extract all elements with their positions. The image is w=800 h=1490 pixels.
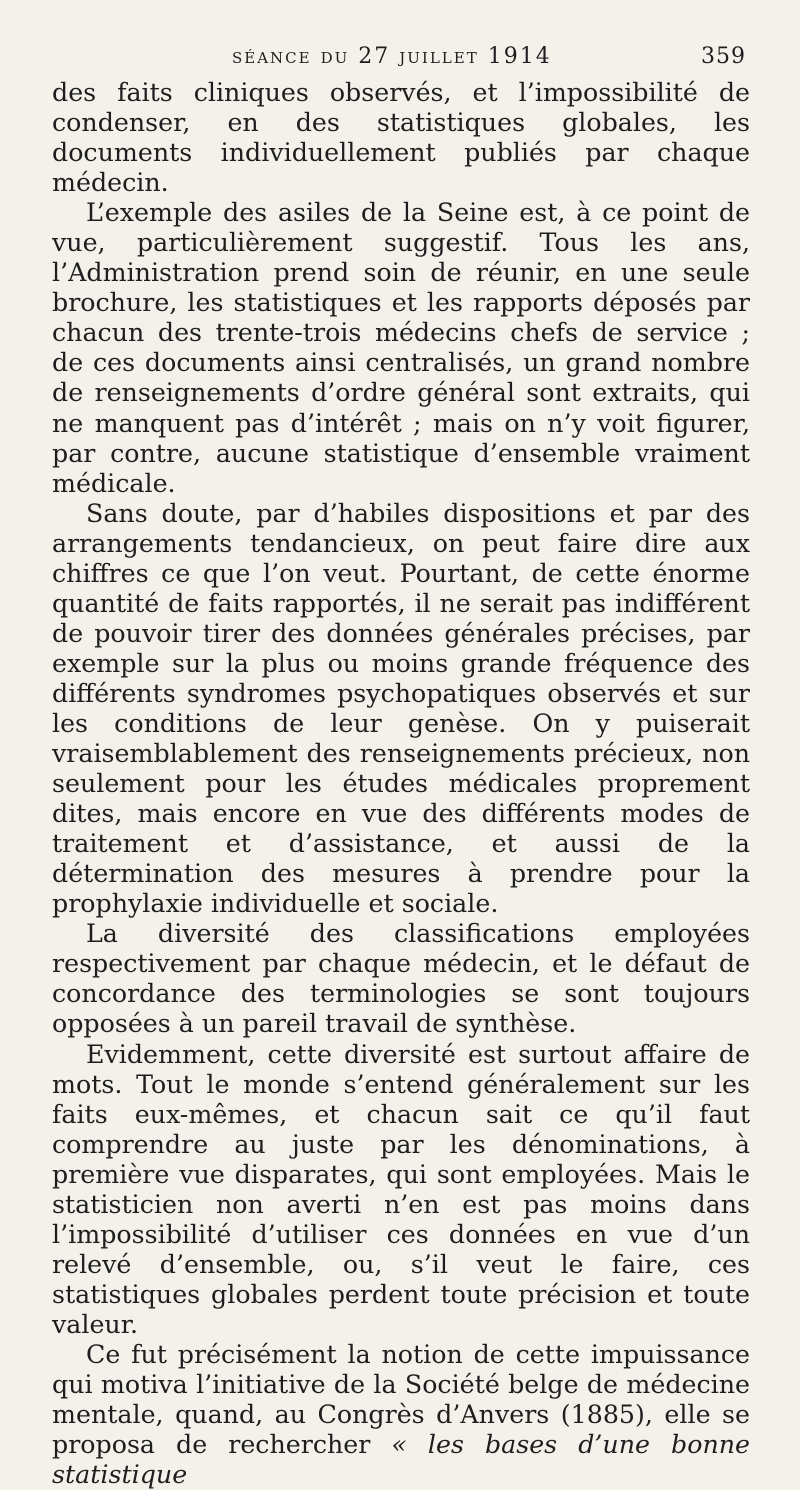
paragraph: Evidemment, cette diversité est surtout affaire de mots. Tout le monde s’entend généralement sur les faits eux-mêmes, et chacun sait ce qu’il faut comprendre au juste par les dénominations, à première vue disparates, qui sont employées. Mais le statisticien non averti n’en est pas moins dans l’impossibilité d’utiliser ces données en vue d’un relevé d’ensemble, ou, s’il veut le faire, ces statistiques globales perdent toute précision et toute valeur. — [52, 1039, 750, 1339]
italic-quote: « les bases d’une bonne statistique — [52, 1430, 750, 1490]
running-title: séance du 27 juillet 1914 — [232, 44, 552, 69]
page-number: 359 — [701, 44, 746, 69]
paragraph-text: Ce fut précisément la notion de cette impuissance qui motiva l’initiative de la Société belge de médecine mentale, quand, au Congrès d’Anvers (1885), elle se proposa de rechercher — [52, 1339, 750, 1460]
paragraph: Sans doute, par d’habiles dispositions et par des arrangements tendancieux, on peut faire dire aux chiffres ce que l’on veut. Pourtant, de cette énorme quantité de faits rapportés, il ne serait pas indifférent de pouvoir tirer des données générales précises, par exemple sur la plus ou moins grande fréquence des différents syndromes psychopatiques observés et sur les conditions de leur genèse. On y puiserait vraisemblablement des renseignements précieux, non seulement pour les études médicales proprement dites, mais encore en vue des différents modes de traitement et d’assistance, et aussi de la détermination des mesures à prendre pour la prophylaxie individuelle et sociale. — [52, 498, 750, 919]
paragraph: L’exemple des asiles de la Seine est, à ce point de vue, particulièrement suggestif. Tous les ans, l’Administration prend soin de réunir, en une seule brochure, les statistiques et les rapports déposés par chacun des trente-trois médecins chefs de service ; de ces documents ainsi centralisés, un grand nombre de renseignements d’ordre général sont extraits, qui ne manquent pas d’intérêt ; mais on n’y voit figurer, par contre, aucune statistique d’ensemble vraiment médicale. — [52, 198, 750, 498]
paragraph: La diversité des classifications employées respectivement par chaque médecin, et le défaut de concordance des terminologies se sont toujours opposées à un pareil travail de synthèse. — [52, 919, 750, 1039]
body-text — [52, 78, 750, 1490]
paragraph: des faits cliniques observés, et l’impossibilité de condenser, en des statistiques globales, les documents individuellement publiés par chaque médecin. — [52, 78, 750, 198]
page-header — [52, 38, 750, 78]
paragraph — [52, 1340, 750, 1490]
